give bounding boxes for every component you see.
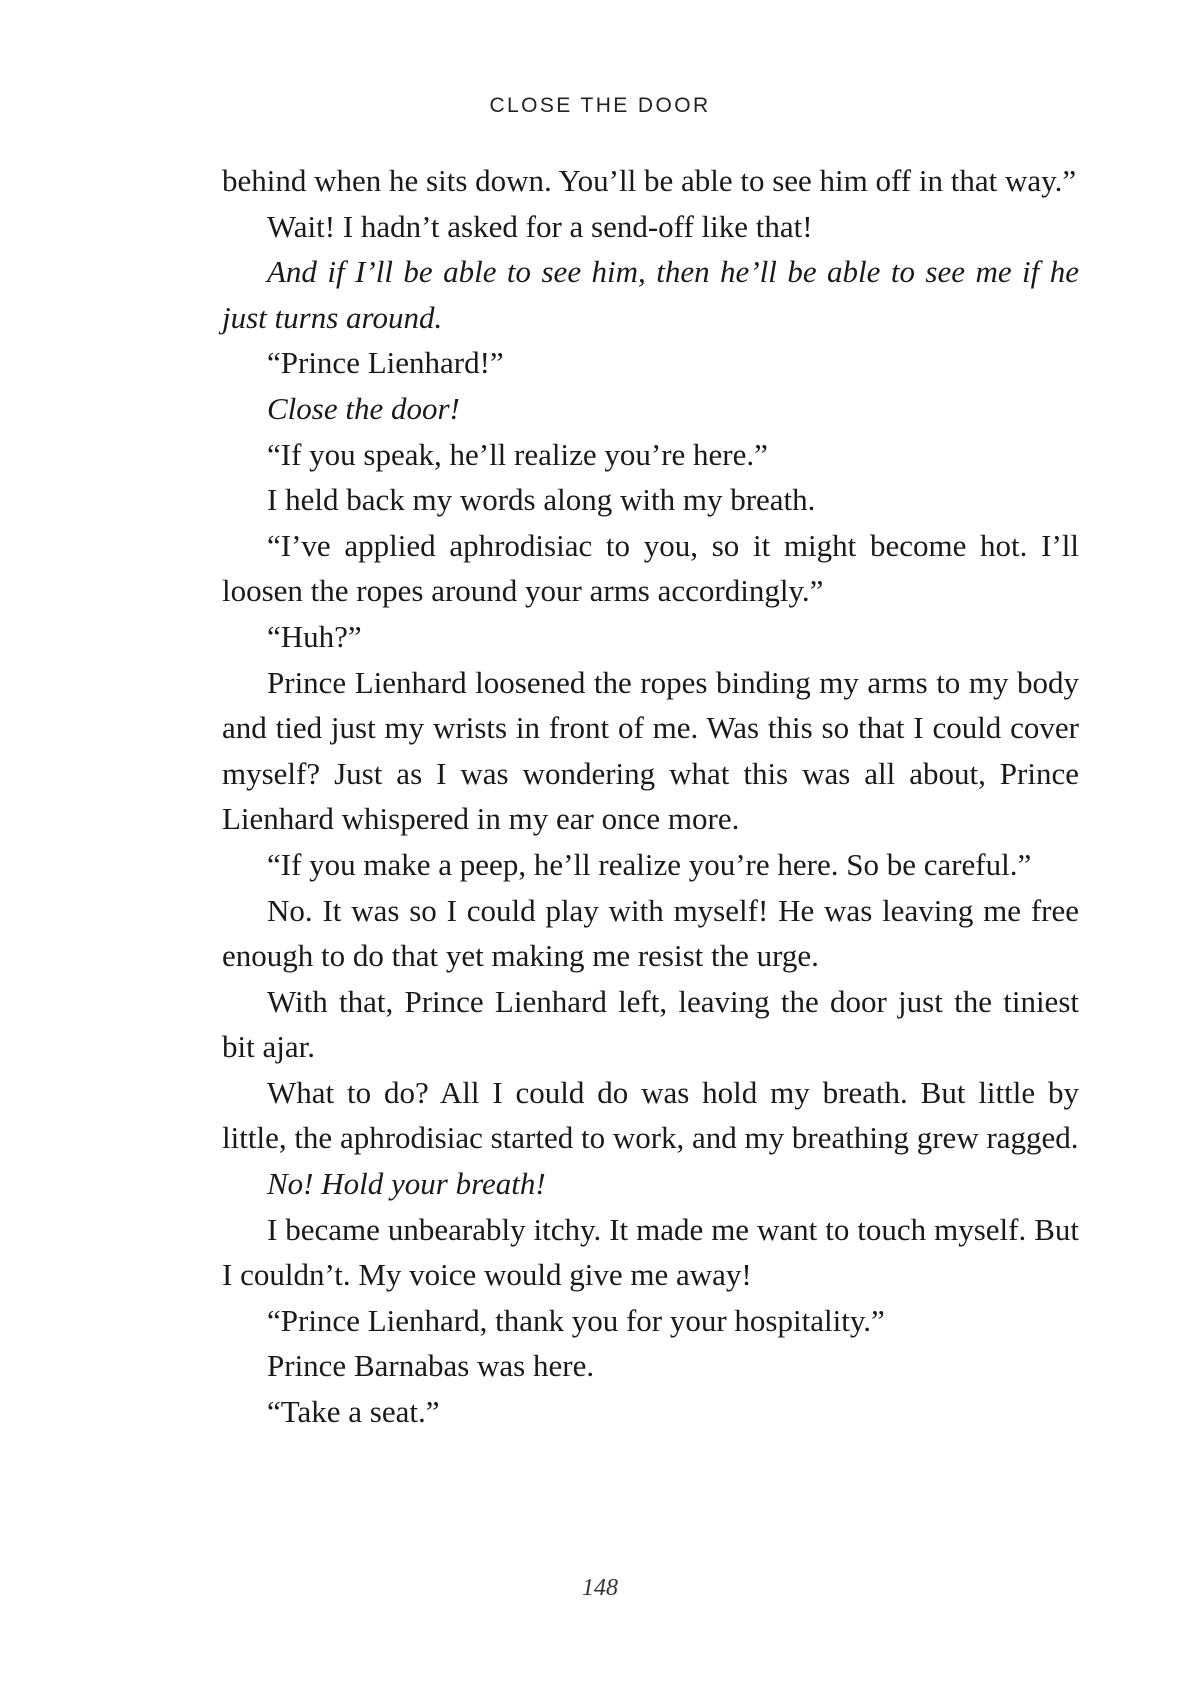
paragraph: Prince Barnabas was here. [267,1348,595,1384]
paragraph-dialogue: “Prince Lienhard, thank you for your hospitality.” [267,1302,885,1338]
paragraph: Prince Lienhard loosened the ropes binding my arms to my body and tied just my wrists in front of me. Was this so that I could cover myself? Just as I was wondering what this was all about, Prince Lienhard whispered in my ear once more. [222,664,1079,837]
running-head-title: CLOSE THE DOOR [489,94,711,117]
paragraph: Wait! I hadn’t asked for a send-off like that! [267,208,813,244]
paragraph: What to do? All I could do was hold my breath. But little by little, the aphrodisiac started to work, and my breathing grew ragged. [222,1074,1079,1156]
paragraph: With that, Prince Lienhard left, leaving the door just the tiniest bit ajar. [222,983,1079,1065]
paragraph-italic-thought: Close the door! [267,390,460,426]
paragraph: No. It was so I could play with myself! He was leaving me free enough to do that yet making me resist the urge. [222,892,1079,974]
paragraph-dialogue: “If you speak, he’ll realize you’re here.” [267,436,768,472]
page-number: 148 [582,1575,618,1601]
paragraph: I held back my words along with my breath. [267,482,816,518]
paragraph-continuation: behind when he sits down. You’ll be able to see him off in that way.” [222,163,1077,198]
paragraph-dialogue: “Huh?” [267,618,362,654]
paragraph-dialogue: “Take a seat.” [267,1394,440,1430]
body-text [222,158,1079,1435]
paragraph-dialogue: “Prince Lienhard!” [267,345,504,381]
paragraph-dialogue: “If you make a peep, he’ll realize you’re here. So be careful.” [267,846,1032,882]
paragraph-italic-thought: No! Hold your breath! [267,1166,546,1202]
paragraph-dialogue: “I’ve applied aphrodisiac to you, so it might become hot. I’ll loosen the ropes around your arms accordingly.” [222,527,1079,609]
paragraph: I became unbearably itchy. It made me want to touch myself. But I couldn’t. My voice would give me away! [222,1211,1079,1293]
paragraph-italic-thought: And if I’ll be able to see him, then he’ll be able to see me if he just turns around. [222,254,1079,335]
